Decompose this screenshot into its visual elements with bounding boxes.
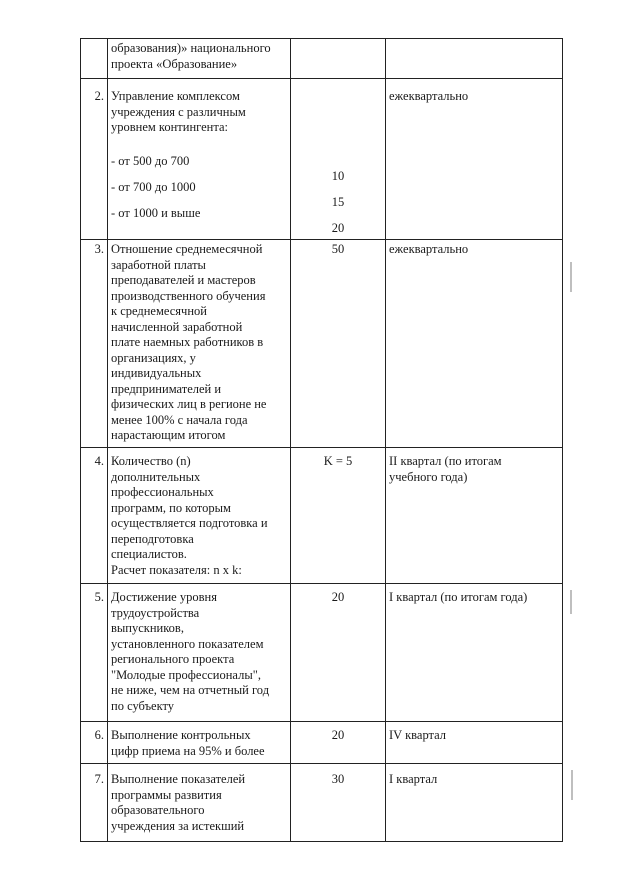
period-text-line: IV квартал bbox=[389, 728, 447, 742]
table-row bbox=[81, 448, 563, 584]
indicators-table bbox=[80, 38, 563, 842]
indicator-value bbox=[291, 79, 386, 240]
indicator-name bbox=[108, 39, 291, 79]
row-number: 6. bbox=[81, 722, 108, 764]
period-text-line: ежеквартально bbox=[389, 242, 469, 256]
indicator-text-line: Выполнение контрольных bbox=[111, 728, 251, 742]
indicator-name bbox=[108, 448, 291, 584]
indicator-period bbox=[386, 39, 563, 79]
indicator-name bbox=[108, 764, 291, 842]
sub-item-label: - от 1000 и выше bbox=[111, 205, 201, 220]
row-number: 4. bbox=[81, 448, 108, 584]
period-text-line: I квартал bbox=[389, 772, 438, 786]
indicator-text-line: уровнем контингента: bbox=[111, 120, 228, 134]
indicator-text-line: по субъекту bbox=[111, 698, 175, 713]
indicator-period bbox=[386, 240, 563, 448]
period-text-line: II квартал (по итогам bbox=[389, 454, 502, 468]
period-text-line: ежеквартально bbox=[389, 89, 469, 103]
spacer bbox=[294, 89, 382, 151]
indicator-text-line: индивидуальных bbox=[111, 366, 202, 380]
indicator-value: 30 bbox=[291, 764, 386, 842]
indicator-period bbox=[386, 584, 563, 722]
indicator-text-line: нарастающим итогом bbox=[111, 428, 226, 442]
indicator-value: 20 bbox=[291, 584, 386, 722]
spacer bbox=[111, 136, 287, 154]
indicator-value: K = 5 bbox=[291, 448, 386, 584]
indicator-text-line: менее 100% с начала года bbox=[111, 412, 248, 427]
scan-artifact bbox=[570, 590, 572, 614]
indicator-value bbox=[291, 39, 386, 79]
table-row bbox=[81, 240, 563, 448]
row-number: 5. bbox=[81, 584, 108, 722]
indicator-text-line: начисленной заработной bbox=[111, 319, 243, 334]
indicator-text-line: профессиональных bbox=[111, 485, 214, 499]
row-number: 7. bbox=[81, 764, 108, 842]
indicator-text-line: не ниже, чем на отчетный год bbox=[111, 683, 270, 697]
sub-item-value: 10 bbox=[331, 169, 345, 183]
indicator-text-line: образования)» национального bbox=[111, 41, 271, 55]
indicator-name bbox=[108, 79, 291, 240]
indicator-text-line: Расчет показателя: n x k: bbox=[111, 562, 242, 577]
table-row bbox=[81, 722, 563, 764]
row-number: 3. bbox=[81, 240, 108, 448]
indicator-period bbox=[386, 448, 563, 584]
indicator-name bbox=[108, 584, 291, 722]
indicator-period bbox=[386, 722, 563, 764]
indicator-text-line: специалистов. bbox=[111, 547, 187, 561]
indicator-text-line: Количество (n) bbox=[111, 454, 191, 468]
indicator-text-line: трудоустройства bbox=[111, 605, 200, 620]
indicator-value: 20 bbox=[291, 722, 386, 764]
indicator-text-line: физических лиц в регионе не bbox=[111, 397, 267, 411]
table-row bbox=[81, 39, 563, 79]
sub-item-value: 15 bbox=[331, 195, 345, 209]
indicator-period bbox=[386, 79, 563, 240]
indicator-text-line: учреждения за истекший bbox=[111, 818, 245, 833]
indicator-name bbox=[108, 722, 291, 764]
scan-artifact bbox=[571, 770, 573, 800]
sub-item-value: 20 bbox=[331, 221, 345, 235]
period-text-line: I квартал (по итогам года) bbox=[389, 590, 528, 604]
indicator-text-line: установленного показателем bbox=[111, 636, 264, 651]
indicator-text-line: Достижение уровня bbox=[111, 590, 217, 604]
indicator-text-line: организациях, у bbox=[111, 350, 196, 365]
table-row bbox=[81, 584, 563, 722]
indicator-period bbox=[386, 764, 563, 842]
indicator-text-line: выпускников, bbox=[111, 621, 184, 635]
row-number: 2. bbox=[81, 79, 108, 240]
indicator-text-line: производственного обучения bbox=[111, 288, 266, 303]
indicator-text-line: к среднемесячной bbox=[111, 304, 207, 318]
table-row bbox=[81, 764, 563, 842]
indicator-text-line: учреждения с различным bbox=[111, 104, 246, 119]
indicator-text-line: переподготовка bbox=[111, 531, 194, 546]
indicator-text-line: программ, по которым bbox=[111, 500, 231, 515]
sub-item-label: - от 700 до 1000 bbox=[111, 179, 196, 194]
indicator-text-line: осуществляется подготовка и bbox=[111, 516, 268, 530]
indicator-text-line: Управление комплексом bbox=[111, 89, 240, 103]
period-text-line: учебного года) bbox=[389, 469, 468, 484]
spacer bbox=[294, 151, 382, 169]
indicator-text-line: проекта «Образование» bbox=[111, 56, 238, 71]
indicator-text-line: дополнительных bbox=[111, 469, 201, 484]
indicator-text-line: цифр приема на 95% и более bbox=[111, 743, 265, 758]
indicator-text-line: образовательного bbox=[111, 803, 205, 817]
indicator-text-line: регионального проекта bbox=[111, 652, 235, 666]
indicator-value: 50 bbox=[291, 240, 386, 448]
indicator-text-line: Отношение среднемесячной bbox=[111, 242, 263, 256]
indicator-text-line: плате наемных работников в bbox=[111, 335, 264, 349]
indicator-text-line: "Молодые профессионалы", bbox=[111, 667, 261, 682]
row-number bbox=[81, 39, 108, 79]
indicator-text-line: преподавателей и мастеров bbox=[111, 273, 256, 287]
scan-artifact bbox=[570, 262, 572, 292]
table-row bbox=[81, 79, 563, 240]
sub-item-label: - от 500 до 700 bbox=[111, 153, 190, 168]
indicator-name bbox=[108, 240, 291, 448]
indicator-text-line: программы развития bbox=[111, 787, 222, 802]
indicator-text-line: заработной платы bbox=[111, 257, 206, 272]
indicator-text-line: Выполнение показателей bbox=[111, 772, 246, 786]
indicator-text-line: предпринимателей и bbox=[111, 381, 222, 396]
